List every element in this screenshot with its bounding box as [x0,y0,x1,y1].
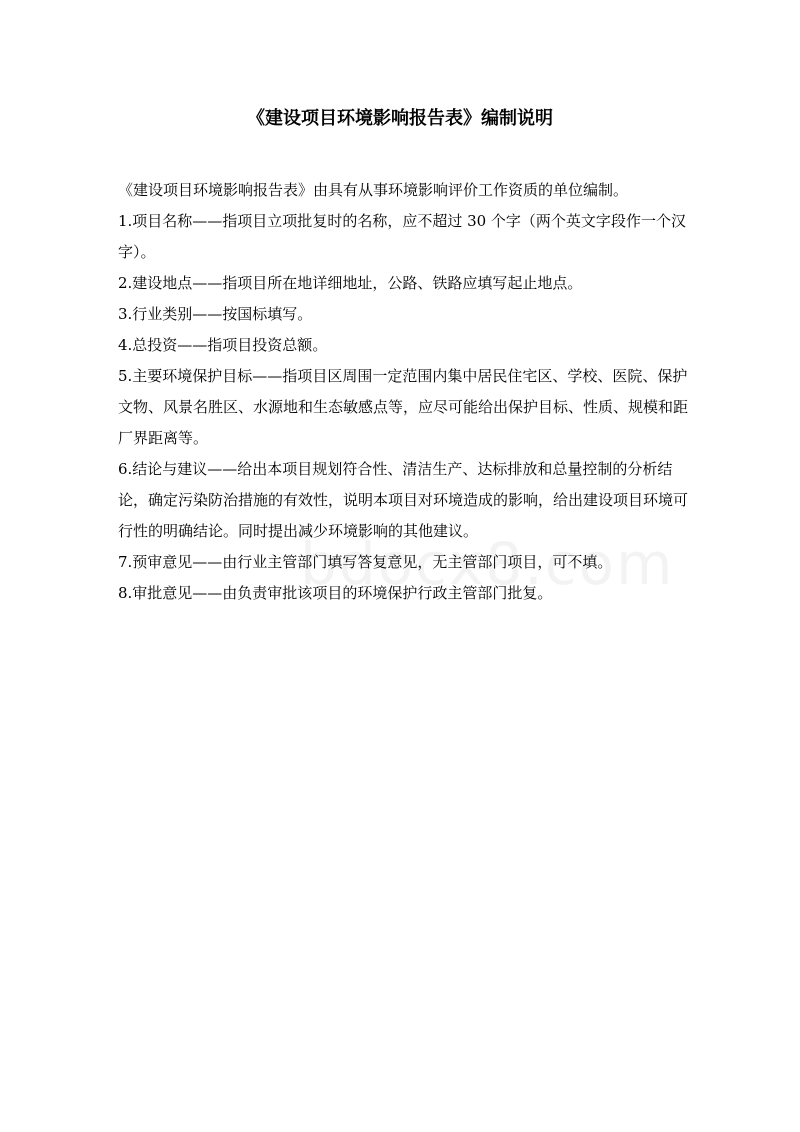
item-paragraph-4: 4.总投资——指项目投资总额。 [118,336,328,354]
item-paragraph-8: 8.审批意见——由负责审批该项目的环境保护行政主管部门批复。 [118,584,553,602]
item-paragraph-5: 5.主要环境保护目标——指项目区周围一定范围内集中居民住宅区、学校、医院、保护文物、风景名胜区、水源地和生态敏感点等，应尽可能给出保护目标、性质、规模和距厂界距离等。 [118,367,689,447]
item-paragraph-1: 1.项目名称——指项目立项批复时的名称，应不超过 30 个字（两个英文字段作一个汉字）。 [118,212,686,261]
watermark [300,530,675,598]
item-paragraph-7: 7.预审意见——由行业主管部门填写答复意见，无主管部门项目，可不填。 [118,553,613,571]
document-title: 《建设项目环境影响报告表》编制说明 [247,108,553,129]
item-paragraph-3: 3.行业类别——按国标填写。 [118,305,313,323]
item-paragraph-2: 2.建设地点——指项目所在地详细地址，公路、铁路应填写起止地点。 [118,274,583,292]
item-paragraph-6: 6.结论与建议——给出本项目规划符合性、清洁生产、达标排放和总量控制的分析结论，确定污染防治措施的有效性，说明本项目对环境造成的影响，给出建设项目环境可行性的明确结论。同时提出减少环境影响的其他建议。 [118,460,689,540]
intro-paragraph: 《建设项目环境影响报告表》由具有从事环境影响评价工作资质的单位编制。 [118,181,629,199]
